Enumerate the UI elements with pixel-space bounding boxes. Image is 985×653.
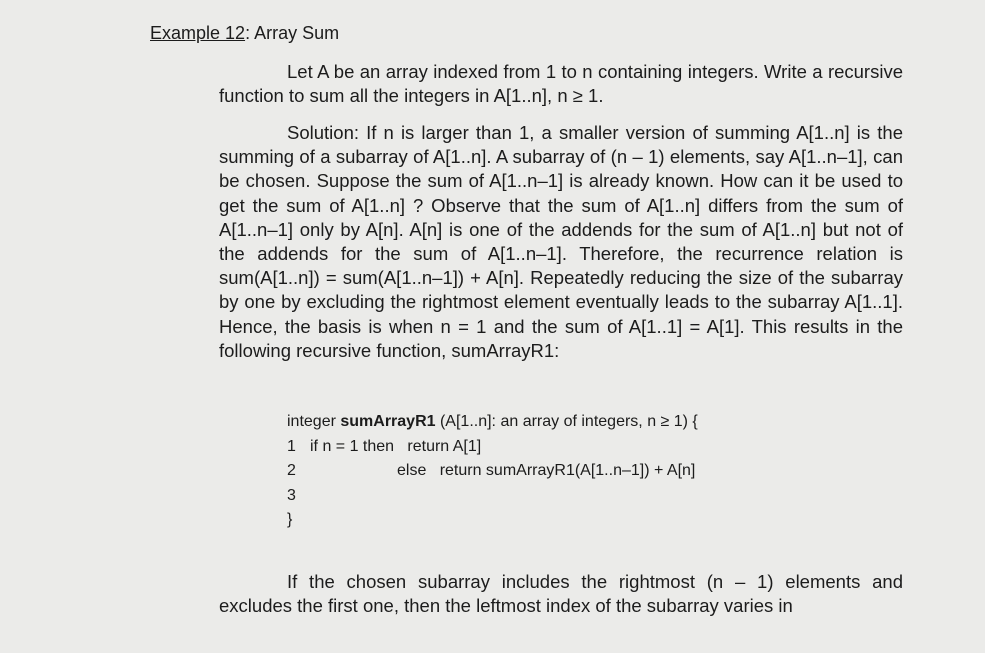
code-line-number: 1 bbox=[287, 437, 296, 455]
example-heading-rest: : Array Sum bbox=[245, 23, 340, 43]
code-line-number: 2 bbox=[287, 462, 296, 479]
code-line-3 bbox=[287, 484, 847, 509]
code-return-type: integer bbox=[287, 413, 341, 430]
code-line-number: 3 bbox=[287, 486, 296, 504]
example-heading-label: Example 12 bbox=[150, 23, 246, 43]
pseudocode-block bbox=[287, 410, 847, 533]
code-parameters: (A[1..n]: an array of integers, n ≥ 1) { bbox=[435, 413, 698, 430]
code-line-text: else return sumArrayR1(A[1..n–1]) + A[n] bbox=[397, 462, 696, 479]
continuation-paragraph: If the chosen subarray includes the rightmost (n – 1) elements and excludes the first one, then the leftmost index of the subarray varies in bbox=[219, 571, 903, 617]
code-closing-brace: } bbox=[287, 511, 293, 528]
solution-paragraph: Solution: If n is larger than 1, a smaller version of summing A[1..n] is the summing of a subarray of A[1..n]. A subarray of (n – 1) elements, say A[1..n–1], can be chosen. Suppose the sum of A[1..n–1] is already known. How can it be used to get the sum of A[1..n] ? Observe that the sum of A[1..n] differs from the sum of A[1..n–1] only by A[n]. A[n] is one of the addends for the sum of A[1..n] but not of the addends for the sum of A[1..n–1]. Therefore, the recurrence relation is sum(A[1..n]) = sum(A[1..n–1]) + A[n]. Repeatedly reducing the size of the subarray by one by excluding the rightmost element eventually leads to the subarray A[1..1]. Hence, the basis is when n = 1 and the sum of A[1..1] = A[1]. This results in the following recursive function, sumArrayR1: bbox=[219, 122, 903, 361]
problem-statement: Let A be an array indexed from 1 to n containing integers. Write a recursive function to sum all the integers in A[1..n], n ≥ 1. bbox=[219, 61, 903, 107]
code-signature bbox=[287, 410, 847, 435]
code-line-2 bbox=[287, 459, 847, 484]
example-heading bbox=[150, 23, 339, 44]
code-line-1 bbox=[287, 435, 847, 460]
code-line-text: if n = 1 then return A[1] bbox=[310, 437, 482, 455]
code-function-name: sumArrayR1 bbox=[340, 413, 436, 430]
